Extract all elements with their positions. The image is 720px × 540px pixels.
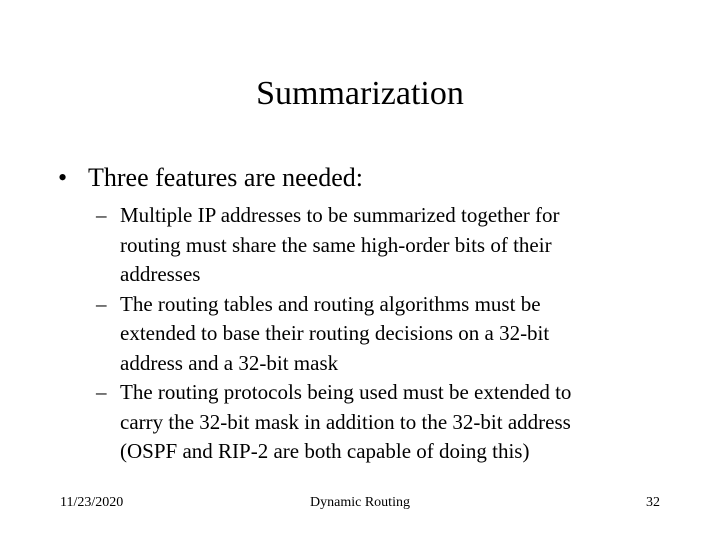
sub-bullet-line: Multiple IP addresses to be summarized together for (120, 203, 560, 227)
sub-bullet-line: routing must share the same high-order bits of their (120, 232, 552, 257)
sub-bullet-line: The routing tables and routing algorithms must be (120, 291, 541, 316)
sub-bullet-line: addresses (120, 262, 201, 286)
bullet-symbol: • (58, 163, 68, 192)
page-number: 32 (646, 495, 660, 510)
footer-date: 11/23/2020 (60, 495, 124, 510)
sub-bullet-item (96, 290, 656, 379)
sub-bullet-line: address and a 32-bit mask (120, 350, 339, 375)
sub-bullet-line: carry the 32-bit mask in addition to the 32-bit address (120, 409, 571, 434)
sub-bullet-list (96, 201, 656, 467)
bullet-text: Three features are needed: (88, 163, 363, 192)
sub-bullet-item (96, 378, 656, 467)
dash-symbol: – (96, 203, 107, 227)
sub-bullet-line: The routing protocols being used must be extended to (120, 380, 572, 404)
sub-bullet-line: (OSPF and RIP-2 are both capable of doing this) (120, 439, 530, 463)
sub-bullet-line: extended to base their routing decisions on a 32-bit (120, 321, 550, 345)
dash-symbol: – (96, 380, 107, 404)
dash-symbol: – (96, 291, 107, 316)
sub-bullet-item (96, 201, 656, 290)
footer-title: Dynamic Routing (310, 495, 410, 510)
slide-title: Summarization (256, 75, 464, 112)
